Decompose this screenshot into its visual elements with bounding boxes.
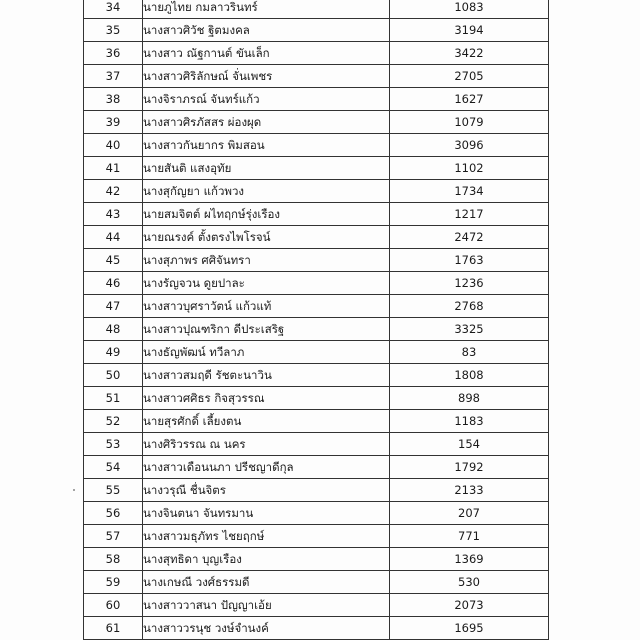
name-list-table — [83, 0, 549, 640]
table-row — [84, 42, 549, 65]
row-value: 2768 — [390, 295, 549, 318]
row-number: 58 — [84, 548, 143, 571]
person-name: นายณรงค์ ตั้งตรงไพโรจน์ — [143, 226, 390, 249]
row-number: 51 — [84, 387, 143, 410]
table-row — [84, 88, 549, 111]
row-value: 1369 — [390, 548, 549, 571]
person-name: นางสาวศิวัช ฐิตมงคล — [143, 19, 390, 42]
row-value: 1695 — [390, 617, 549, 640]
row-number: 57 — [84, 525, 143, 548]
row-number: 48 — [84, 318, 143, 341]
row-number: 59 — [84, 571, 143, 594]
table-row — [84, 410, 549, 433]
table-row — [84, 433, 549, 456]
row-value: 154 — [390, 433, 549, 456]
row-value: 3194 — [390, 19, 549, 42]
person-name: นางสุภาพร ศศิจันทรา — [143, 249, 390, 272]
row-number: 47 — [84, 295, 143, 318]
person-name: นางสาวปุณฑริกา ดีประเสริฐ — [143, 318, 390, 341]
person-name: นางสุทธิดา บุญเรือง — [143, 548, 390, 571]
row-value: 2472 — [390, 226, 549, 249]
table-row — [84, 525, 549, 548]
table-row — [84, 295, 549, 318]
person-name: นางสาว ณัฐกานต์ ขันเล็ก — [143, 42, 390, 65]
row-number: 56 — [84, 502, 143, 525]
row-value: 898 — [390, 387, 549, 410]
row-value: 2133 — [390, 479, 549, 502]
row-number: 52 — [84, 410, 143, 433]
person-name: นางสาวกันยากร พิมสอน — [143, 134, 390, 157]
person-name: นางสาวศศิธร กิจสุวรรณ — [143, 387, 390, 410]
person-name: นางสาวศิริลักษณ์ จั่นเพชร — [143, 65, 390, 88]
row-number: 54 — [84, 456, 143, 479]
row-value: 2705 — [390, 65, 549, 88]
row-number: 35 — [84, 19, 143, 42]
table-row — [84, 548, 549, 571]
table-row — [84, 19, 549, 42]
row-number: 43 — [84, 203, 143, 226]
row-value: 1102 — [390, 157, 549, 180]
person-name: นางสาวศิรภัสสร ผ่องผุด — [143, 111, 390, 134]
table-row — [84, 387, 549, 410]
table-row — [84, 134, 549, 157]
table-row — [84, 571, 549, 594]
table-row — [84, 456, 549, 479]
row-value: 3325 — [390, 318, 549, 341]
person-name: นางศิริวรรณ ณ นคร — [143, 433, 390, 456]
table-row — [84, 341, 549, 364]
table-row — [84, 594, 549, 617]
table-row — [84, 226, 549, 249]
row-value: 1808 — [390, 364, 549, 387]
table-row — [84, 111, 549, 134]
row-value: 1734 — [390, 180, 549, 203]
row-value: 530 — [390, 571, 549, 594]
row-number: 36 — [84, 42, 143, 65]
row-value: 771 — [390, 525, 549, 548]
row-number: 50 — [84, 364, 143, 387]
table-row — [84, 364, 549, 387]
row-number: 60 — [84, 594, 143, 617]
person-name: นางสาวสมฤดี รัชตะนาวิน — [143, 364, 390, 387]
row-number: 38 — [84, 88, 143, 111]
row-number: 42 — [84, 180, 143, 203]
table-row — [84, 617, 549, 640]
person-name: นางสาววาสนา ปัญญาเอ้ย — [143, 594, 390, 617]
table-row — [84, 157, 549, 180]
person-name: นางจินตนา จันทรมาน — [143, 502, 390, 525]
row-value: 83 — [390, 341, 549, 364]
row-number: 41 — [84, 157, 143, 180]
row-number: 61 — [84, 617, 143, 640]
table-row — [84, 180, 549, 203]
person-name: นางสาวบุศราวัตน์ แก้วแท้ — [143, 295, 390, 318]
row-value: 1236 — [390, 272, 549, 295]
table-row — [84, 65, 549, 88]
row-value: 207 — [390, 502, 549, 525]
person-name: นางวรุณี ชื่นจิตร — [143, 479, 390, 502]
person-name: นายภูไทย กมลาวรินทร์ — [143, 0, 390, 19]
person-name: นางธัญพัฒน์ ทวีลาภ — [143, 341, 390, 364]
row-value: 1792 — [390, 456, 549, 479]
row-number: 55 — [84, 479, 143, 502]
row-value: 1183 — [390, 410, 549, 433]
person-name: นายสันติ แสงอุทัย — [143, 157, 390, 180]
row-number: 37 — [84, 65, 143, 88]
person-name: นางสาวมธุภัทร ไชยฤกษ์ — [143, 525, 390, 548]
row-value: 1627 — [390, 88, 549, 111]
person-name: นางจิราภรณ์ จันทร์แก้ว — [143, 88, 390, 111]
row-value: 1763 — [390, 249, 549, 272]
person-name: นางสาววรนุช วงษ์จำนงค์ — [143, 617, 390, 640]
row-number: 45 — [84, 249, 143, 272]
row-value: 3422 — [390, 42, 549, 65]
table-row — [84, 249, 549, 272]
table-row — [84, 479, 549, 502]
row-number: 40 — [84, 134, 143, 157]
table-row — [84, 203, 549, 226]
row-number: 53 — [84, 433, 143, 456]
row-value: 1083 — [390, 0, 549, 19]
table-row — [84, 318, 549, 341]
person-name: นางสุกัญยา แก้วพวง — [143, 180, 390, 203]
scan-speck — [73, 489, 75, 491]
person-name: นางสาวเดือนนภา ปรีชญาดีกุล — [143, 456, 390, 479]
person-name: นายสมจิตต์ ผไทฤกษ์รุ่งเรือง — [143, 203, 390, 226]
row-value: 2073 — [390, 594, 549, 617]
person-name: นางรัญจวน ดูยปาละ — [143, 272, 390, 295]
table-row — [84, 502, 549, 525]
table-row — [84, 272, 549, 295]
person-name: นายสุรศักดิ์ เลี้ยงตน — [143, 410, 390, 433]
row-number: 34 — [84, 0, 143, 19]
row-value: 1079 — [390, 111, 549, 134]
table-row — [84, 0, 549, 19]
row-number: 46 — [84, 272, 143, 295]
row-value: 3096 — [390, 134, 549, 157]
row-number: 39 — [84, 111, 143, 134]
person-name: นางเกษณี วงศ์ธรรมดี — [143, 571, 390, 594]
row-number: 49 — [84, 341, 143, 364]
row-value: 1217 — [390, 203, 549, 226]
row-number: 44 — [84, 226, 143, 249]
